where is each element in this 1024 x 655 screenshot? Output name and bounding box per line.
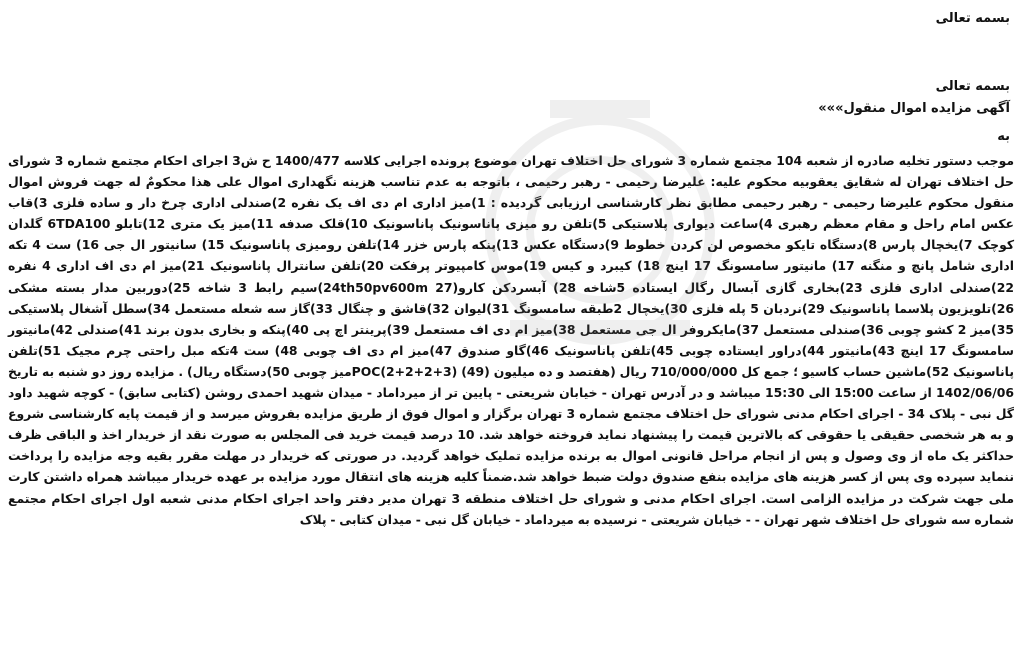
- page-top-heading: بسمه تعالی: [935, 11, 1010, 26]
- notice-body: موجب دستور تخلیه صادره از شعبه 104 مجتمع شماره 3 شورای حل اختلاف تهران موضوع پرونده اجرایی کلاسه 1400/477 ح ش3 اجرای احکام مجتمع شماره 3 شورای حل اختلاف تهران له شقایق یعقوبیه محکوم علیه: علیرضا رحیمی - رهبر رحیمی ، باتوجه به عدم تناسب هزینه نگهداری اموال علی هذا محکومٌ له جهت فروش اموال منقول محکوم علیرضا رحیمی - رهبر رحیمی مطابق نظر کارشناسی ارزیابی گردیده : 1)میز اداری ام دی اف یک نفره 2)صندلی اداری چرخ دار و ساده فلزی 3)قاب عکس امام راحل و مقام معظم رهبری 4)ساعت دیواری پلاستیکی 5)تلفن رو میزی پاناسونیک پاناسونیک 10)قلک صدفه 11)میز یک متری 12)تابلو 6TDA100 گلدان کوچک 7)یخچال پارس 8)دستگاه تایکو مخصوص لن کردن خطوط 9)دستگاه عکس 13)پنکه پارس خزر 14)تلفن رومیزی پاناسونیک 15) سانیتور ال جی 16) ست 4 تکه اداری شامل پانچ و منگنه 17) مانیتور سامسونگ 17 اینچ 18) کیبرد و کیس 19)موس کامپیوتر پرفکت 20)تلفن سانترال پاناسونیک 21)میز ام دی اف اداری 4 نفره 22)صندلی اداری فلزی 23)بخاری گازی آبسال رگال ایستاده 5شاخه 28) آبسردکن کارو(27 24th50pv600m)سیم رابط 3 شاخه 25)دوربین مدار بسته مشکی 26)تلویزیون پلاسما پاناسونیک 29)نردبان 5 پله فلزی 30)یخچال 2طبقه سامسونگ 31)لیوان 32)قاشق و چنگال 33)گاز سه شعله مستعمل 34)سطل آشغال پلاستیکی 35)میز 2 کشو چوبی 36)صندلی مستعمل 37)مایکروفر ال جی مستعمل 38)میز ام دی اف مستعمل 39)پرینتر اچ پی 40)پنکه و بخاری بدون برند 41)صندلی 42)مانیتور سامسونگ 17 اینچ 43)مانیتور 44)دراور ایستاده چوبی 45)تلفن پاناسونیک 46)گاو صندوق 47)میز ام دی اف چوبی 48) ست 4تکه مبل راحتی چرم مجیک 51)تلفن پاناسونیک 52)ماشین حساب کاسیو ؛ جمع کل 710/000/000 ریال (هفتصد و ده میلیون POC(2+2+2+3) (49)میز چوبی 50)دستگاه ریال) . مزایده روز دو شنبه به تاریخ 1402/06/06 از ساعت 15:00 الی 15:30 میباشد و در آدرس تهران - خیابان شریعتی - پایین تر از میرداماد - میدان شهید احمدی روشن (کتابی سابق) - کوچه شهید داود گل نبی - پلاک 34 - اجرای احکام مدنی شورای حل اختلاف مجتمع شماره 3 تهران برگزار و اموال فوق از طریق مزایده بفروش میرسد و از قیمت پایه کارشناسی شروع و به هر شخصی حقیقی یا حقوقی که بالاترین قیمت را پیشنهاد نماید فروخته خواهد شد. 10 درصد قیمت خرید فی المجلس به صورت نقد از خریدار اخذ و الباقی ظرف حداکثر یک ماه از وی وصول و پس از انجام مراحل قانونی اموال به برنده مزایده تملیک خواهد گردید. در صورتی که خریدار در مهلت مقرر بقیه وجه مزایده را پرداخت ننماید سپرده وی پس از کسر هزینه های مزایده بنفع صندوق دولت ضبط خواهد شد.ضمناً کلیه هزینه های انتقال مورد مزایده بر عهده خریدار میباشد همراه داشتن کارت ملی جهت شرکت در مزایده الزامی است. اجرای احکام مدنی و شورای حل اختلاف منطقه 3 تهران مدیر دفتر واحد اجرای احکام مدنی شعبه اول اجرای احکام مجتمع شماره سه شورای حل اختلاف شهر تهران - - خیابان شریعتی - نرسیده به میرداماد - خیابان گل نبی - میدان کتابی - پلاک: [8, 153, 1015, 527]
- notice-subject: آگهی مزایده اموال منقول»»»: [818, 101, 1010, 116]
- notice-greeting: به: [997, 129, 1010, 144]
- spacer: [8, 30, 1014, 76]
- notice-heading: بسمه تعالی: [935, 79, 1010, 94]
